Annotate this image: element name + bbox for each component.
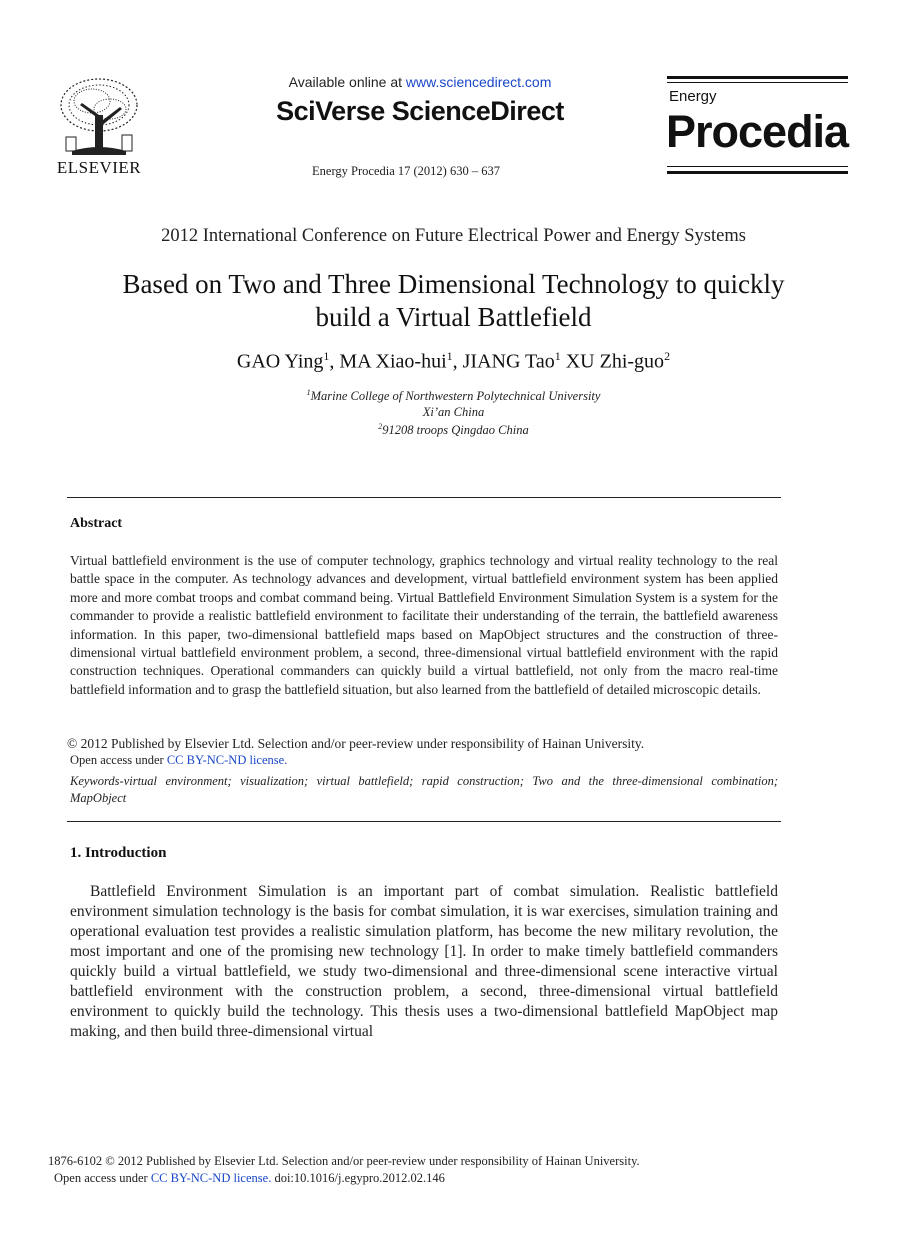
author-affil-mark: 1 [446, 349, 453, 363]
footer-open-access-prefix: Open access under [54, 1171, 151, 1185]
sciencedirect-link[interactable]: www.sciencedirect.com [405, 74, 552, 90]
author-name: XU Zhi-guo [565, 350, 665, 373]
affiliation-2 [40, 422, 867, 438]
conference-name: 2012 International Conference on Future Electrical Power and Energy Systems [161, 226, 746, 246]
affiliation-1-city: Xi’an China [422, 405, 485, 419]
license-link[interactable]: CC BY-NC-ND license. [166, 753, 288, 767]
elsevier-wordmark: ELSEVIER [56, 158, 142, 177]
affil-mark: 1 [306, 388, 311, 397]
author-affil-mark: 1 [323, 349, 330, 363]
title-line-1: Based on Two and Three Dimensional Technology to quickly [122, 269, 785, 299]
section-divider-top [67, 497, 781, 498]
abstract-heading: Abstract [70, 516, 123, 531]
affil-text: 91208 troops Qingdao China [382, 423, 529, 438]
affil-mark: 2 [378, 422, 383, 431]
author-name: GAO Ying [236, 350, 324, 373]
affil-text: Marine College of Northwestern Polytechnical University [310, 389, 601, 404]
sciverse-sciencedirect-logo: SciVerse ScienceDirect [276, 96, 564, 126]
open-access-line [70, 753, 287, 768]
section-divider-bottom [67, 821, 781, 822]
introduction-heading: 1. Introduction [70, 845, 167, 861]
available-online-line [230, 74, 610, 90]
keywords: Keywords-virtual environment; visualization; virtual battlefield; rapid construction; Two and the three-dimensional combination; MapObject [70, 774, 778, 805]
introduction-body: Battlefield Environment Simulation is an important part of combat simulation. Realistic battlefield environment simulation technology is the basis for combat simulation, it is war exercises, simulation training and operational evaluation test provides a realistic simulation platform, has become the new military revolution, the most important and one of the promising new technology [1]. In order to make timely battlefield commanders quickly build a virtual battlefield, we study two-dimensional and three-dimensional scene interactive virtual battlefield environment with the construction problem, a second, three-dimensional virtual battlefield environment to quickly build the technology. This thesis uses a two-dimensional battlefield MapObject map making, and then build three-dimensional virtual [70, 883, 778, 1040]
available-prefix: Available online at [288, 74, 406, 90]
footer-doi: doi:10.1016/j.egypro.2012.02.146 [271, 1171, 445, 1185]
journal-reference: Energy Procedia 17 (2012) 630 – 637 [312, 164, 500, 178]
author-name: JIANG Tao [462, 350, 555, 373]
author-list [40, 349, 867, 374]
journal-name-small: Energy [669, 88, 717, 105]
procedia-bottom-rule [667, 171, 848, 174]
author-separator: , [452, 350, 463, 373]
procedia-top-rule-thin [667, 82, 848, 83]
footer-copyright: 1876-6102 © 2012 Published by Elsevier Ltd. Selection and/or peer-review under responsibility of Hainan University. [48, 1154, 640, 1168]
procedia-top-rule [667, 76, 848, 79]
paper-title [40, 268, 867, 334]
author-affil-mark: 1 [554, 349, 561, 363]
author-affil-mark: 2 [664, 349, 671, 363]
footer-license-link[interactable]: CC BY-NC-ND license. [150, 1171, 272, 1185]
author-separator: , [329, 350, 340, 373]
abstract-body: Virtual battlefield environment is the use of computer technology, graphics technology and virtual reality technology to the real battle space in the computer. As technology advances and development, virtual battlefield environment system has been applied more and more combat troops and combat command being. Virtual Battlefield Environment Simulation System is a system for the commander to provide a realistic battlefield environment to facilitate their understanding of the terrain, the battlefield awareness information. In this paper, two-dimensional battlefield maps based on MapObject structures and the construction of three-dimensional virtual battlefield environment problem, a second, three-dimensional virtual battlefield environment with the rapid construction techniques. Operational commanders can quickly build a virtual battlefield, not only from the macro real-time battlefield information and to grasp the battlefield situation, but also learned from the battlefield of detailed microscopic details. [70, 553, 778, 697]
journal-name-big: Procedia [666, 106, 849, 157]
copyright-notice: © 2012 Published by Elsevier Ltd. Selection and/or peer-review under responsibility of Hainan University. [67, 736, 645, 751]
title-line-2: build a Virtual Battlefield [315, 302, 592, 332]
affiliation-1 [40, 388, 867, 404]
procedia-bottom-rule-thin [667, 166, 848, 167]
open-access-prefix: Open access under [70, 753, 167, 767]
footer-open-access [54, 1171, 445, 1186]
author-name: MA Xiao-hui [339, 350, 447, 373]
